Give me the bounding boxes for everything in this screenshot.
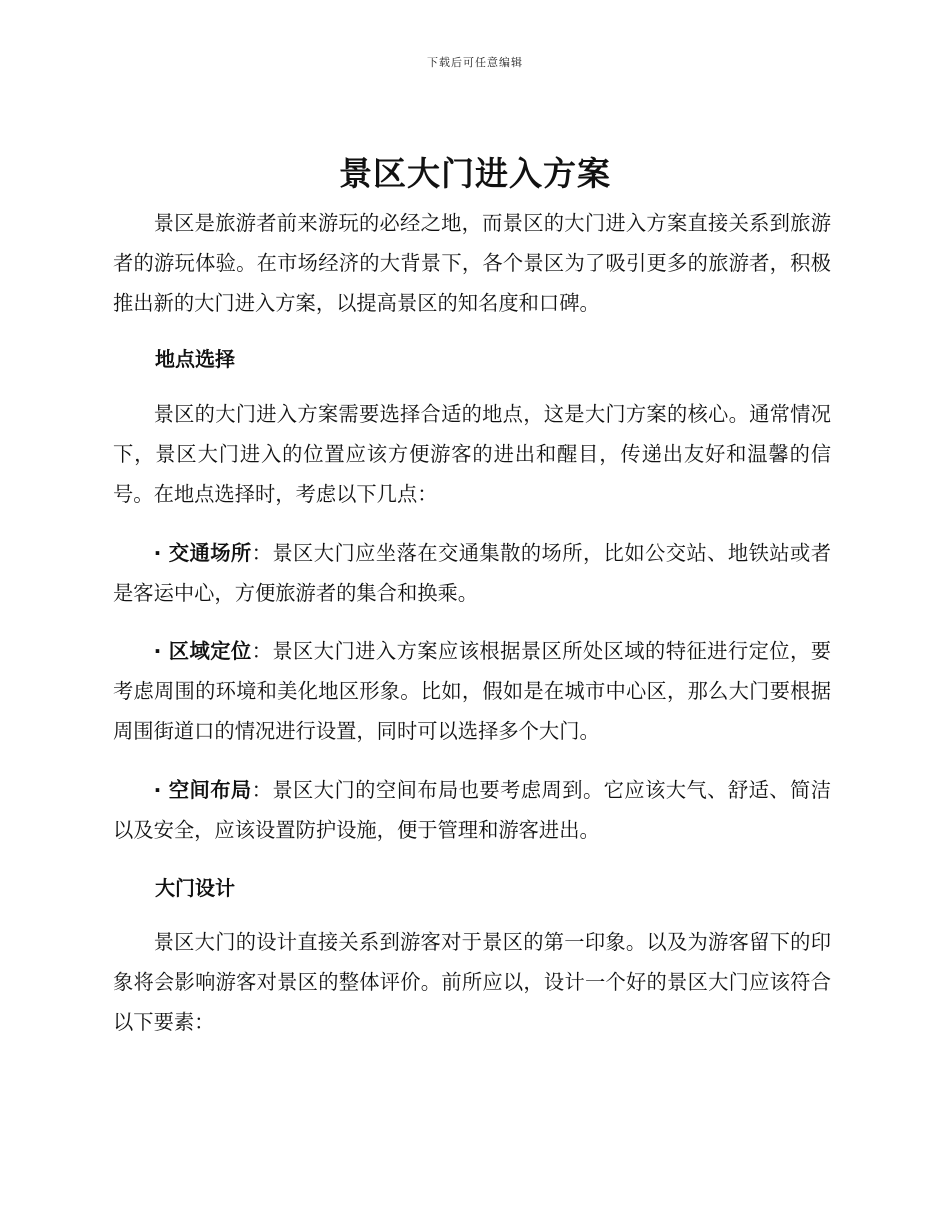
design-paragraph: 景区大门的设计直接关系到游客对于景区的第一印象。以及为游客留下的印象将会影响游客对景区的整体评价。前所应以，设计一个好的景区大门应该符合以下要素：: [113, 930, 831, 1034]
bullet-lead: · 区域定位: [153, 639, 252, 663]
bullet-item-layout: [113, 770, 831, 850]
location-paragraph: 景区的大门进入方案需要选择合适的地点，这是大门方案的核心。通常情况下，景区大门进入的位置应该方便游客的进出和醒目，传递出友好和温馨的信号。在地点选择时，考虑以下几点：: [113, 402, 831, 506]
bullet-text: ：景区大门进入方案应该根据景区所处区域的特征进行定位，要考虑周围的环境和美化地区形象。比如，假如是在城市中心区，那么大门要根据周围街道口的情况进行设置，同时可以选择多个大门。: [113, 639, 831, 743]
bullet-text: ：景区大门的空间布局也要考虑周到。它应该大气、舒适、简洁以及安全，应该设置防护设施，便于管理和游客进出。: [113, 778, 831, 842]
bullet-text: ：景区大门应坐落在交通集散的场所，比如公交站、地铁站或者是客运中心，方便旅游者的集合和换乘。: [113, 541, 831, 605]
bullet-lead: · 空间布局: [153, 778, 252, 802]
section-heading-design: 大门设计: [155, 876, 235, 900]
header-note: 下载后可任意编辑: [427, 56, 523, 69]
bullet-item-transport: [113, 533, 831, 613]
intro-paragraph: 景区是旅游者前来游玩的必经之地，而景区的大门进入方案直接关系到旅游者的游玩体验。在市场经济的大背景下，各个景区为了吸引更多的旅游者，积极推出新的大门进入方案，以提高景区的知名度和口碑。: [113, 211, 831, 315]
document-title: 景区大门进入方案: [339, 154, 611, 193]
bullet-item-region: [113, 631, 831, 751]
section-heading-location: 地点选择: [155, 347, 235, 371]
bullet-lead: · 交通场所: [153, 541, 252, 565]
